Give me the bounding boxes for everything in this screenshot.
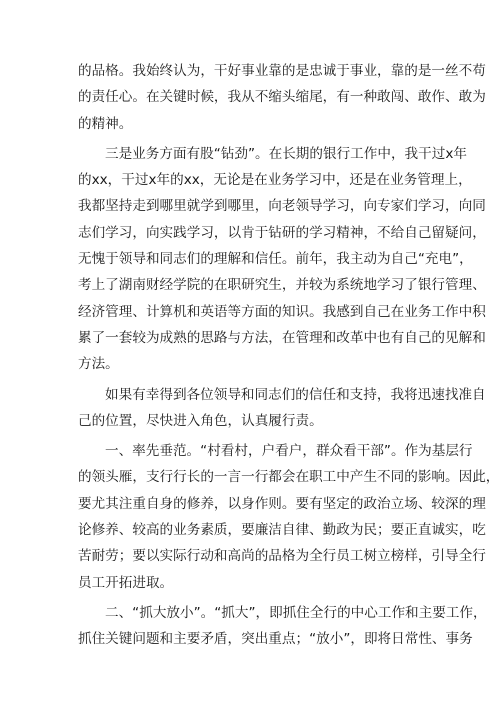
text-line: 苦耐劳；要以实际行动和高尚的品格为全行员工树立榜样，引导全行 (78, 548, 486, 565)
text-line: 如果有幸得到各位领导和同志们的信任和支持，我将迅速找准自 (105, 386, 486, 403)
text-line: 我都坚持走到哪里就学到哪里，向老领导学习，向专家们学习，向同 (78, 198, 486, 215)
text-line: 一、率先垂范。“村看村，户看户，群众看干部”。作为基层行 (105, 443, 473, 460)
text-line: 的精神。 (78, 115, 133, 132)
text-line: 经济管理、计算机和英语等方面的知识。我感到自己在业务工作中积 (78, 303, 486, 320)
text-line: 己的位置，尽快进入角色，认真履行责。 (78, 412, 323, 429)
text-line: 的责任心。在关键时候，我从不缩头缩尾，有一种敢闯、敢作、敢为 (78, 89, 486, 106)
text-line: 累了一套较为成熟的思路与方法，在管理和改革中也有自己的见解和 (78, 329, 486, 346)
text-line: 无愧于领导和同志们的理解和信任。前年，我主动为自己“充电”， (78, 251, 473, 268)
text-line: 考上了湖南财经学院的在职研究生，并较为系统地学习了银行管理、 (78, 277, 486, 294)
text-line: 三是业务方面有股“钻劲”。在长期的银行工作中，我干过x年 (105, 145, 467, 162)
text-line: 的品格。我始终认为，干好事业靠的是忠诚于事业，靠的是一丝不苟 (78, 63, 486, 79)
text-line: 抓住关键问题和主要矛盾，突出重点；“放小”，即将日常性、事务 (78, 631, 473, 648)
document-body (78, 58, 500, 653)
text-line: 要尤其注重自身的修养，以身作则。要有坚定的政治立场、较深的理 (78, 495, 486, 512)
text-line: 的领头雁，支行行长的一言一行都会在职工中产生不同的影响。因此， (78, 469, 500, 486)
text-line: 志们学习，向实践学习，以肯于钻研的学习精神，不给自己留疑问， (78, 224, 486, 241)
text-line: 论修养、较高的业务素质，要廉洁自律、勤政为民；要正直诚实，吃 (78, 522, 486, 539)
text-line: 的xx，干过x年的xx，无论是在业务学习中，还是在业务管理上， (78, 172, 472, 189)
text-line: 二、“抓大放小”。“抓大”，即抓住全行的中心工作和主要工作， (105, 604, 487, 621)
text-line: 方法。 (78, 356, 119, 373)
text-line: 员工开拓进取。 (78, 574, 174, 591)
